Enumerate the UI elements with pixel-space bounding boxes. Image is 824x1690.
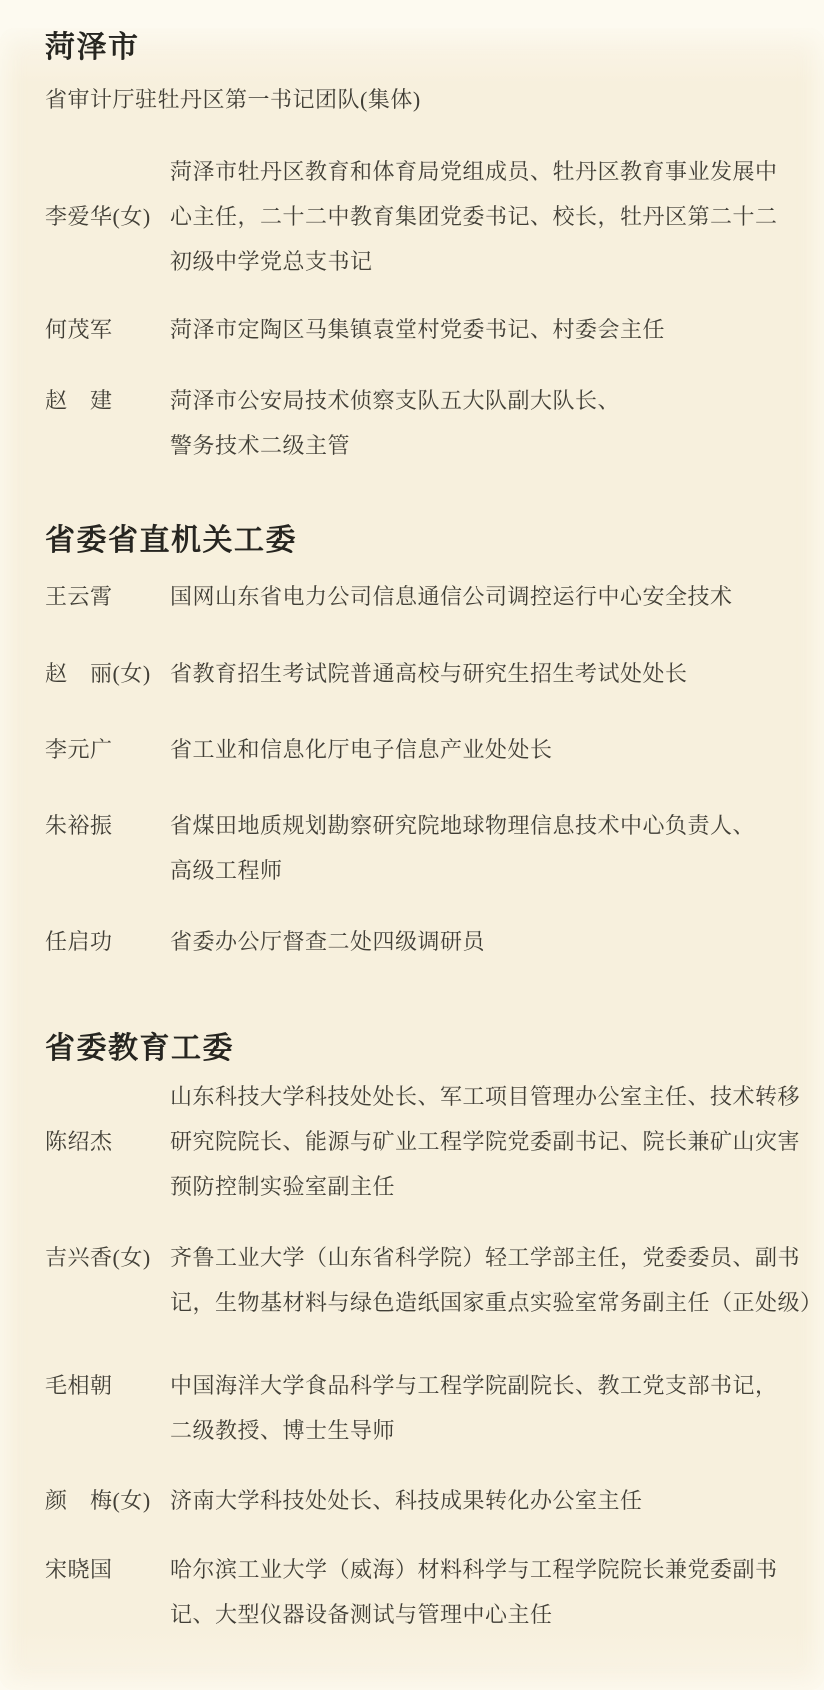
person-title — [170, 1235, 823, 1325]
person-title — [170, 574, 784, 619]
section-heading-shengwei-shengzhi: 省委省直机关工委 — [45, 524, 297, 557]
title-line: 高级工程师 — [170, 858, 283, 883]
section-heading-shengwei-jiaoyu: 省委教育工委 — [45, 1032, 234, 1065]
person-name: 吉兴香(女) — [45, 1245, 151, 1270]
person-title — [170, 803, 784, 893]
person-title — [170, 149, 784, 284]
title-line: 山东科技大学科技处处长、军工项目管理办公室主任、技术转移 — [170, 1084, 801, 1109]
title-line: 菏泽市公安局技术侦察支队五大队副大队长、 — [170, 388, 621, 413]
person-title — [170, 1074, 800, 1209]
person-name: 李爱华(女) — [45, 204, 151, 229]
person-name: 李元广 — [45, 737, 113, 762]
section-heading-heze: 菏泽市 — [45, 31, 140, 64]
person-name: 王云霄 — [45, 584, 113, 609]
title-line: 省工业和信息化厅电子信息产业处处长 — [170, 737, 553, 762]
entry-li-yuanguang — [45, 727, 784, 772]
person-title — [170, 1478, 784, 1523]
entry-li-aihua — [45, 149, 784, 284]
title-line: 警务技术二级主管 — [170, 433, 351, 458]
person-name: 陈绍杰 — [45, 1129, 113, 1154]
title-line: 哈尔滨工业大学（威海）材料科学与工程学院院长兼党委副书 — [170, 1557, 778, 1582]
person-title — [170, 727, 784, 772]
title-line: 预防控制实验室副主任 — [170, 1174, 396, 1199]
person-title — [170, 1547, 784, 1637]
person-title — [170, 1363, 784, 1453]
entry-mao-xiangchao — [45, 1363, 784, 1453]
article-page — [0, 28, 824, 1690]
title-line: 菏泽市定陶区马集镇袁堂村党委书记、村委会主任 — [170, 317, 666, 342]
person-name: 赵 建 — [45, 388, 113, 413]
person-name: 朱裕振 — [45, 813, 113, 838]
title-line: 初级中学党总支书记 — [170, 249, 373, 274]
collective-award-line: 省审计厅驻牡丹区第一书记团队(集体) — [45, 87, 421, 112]
entry-zhu-yuzhen — [45, 803, 784, 893]
entry-zhao-jian — [45, 378, 784, 468]
person-name: 任启功 — [45, 929, 113, 954]
title-line: 菏泽市牡丹区教育和体育局党组成员、牡丹区教育事业发展中 — [170, 159, 778, 184]
title-line: 心主任，二十二中教育集团党委书记、校长，牡丹区第二十二 — [170, 204, 778, 229]
title-line: 记，生物基材料与绿色造纸国家重点实验室常务副主任（正处级） — [170, 1290, 823, 1315]
entry-chen-shaojie — [45, 1074, 801, 1209]
person-name: 宋晓国 — [45, 1557, 113, 1582]
title-line: 济南大学科技处处长、科技成果转化办公室主任 — [170, 1488, 643, 1513]
person-title — [170, 919, 784, 964]
title-line: 省煤田地质规划勘察研究院地球物理信息技术中心负责人、 — [170, 813, 756, 838]
title-line: 省教育招生考试院普通高校与研究生招生考试处处长 — [170, 661, 688, 686]
person-title — [170, 378, 784, 468]
person-name: 毛相朝 — [45, 1373, 113, 1398]
person-title — [170, 651, 784, 696]
title-line: 中国海洋大学食品科学与工程学院副院长、教工党支部书记， — [170, 1373, 778, 1398]
entry-zhao-li — [45, 651, 784, 696]
entry-wang-yunxiao — [45, 574, 784, 619]
person-name: 赵 丽(女) — [45, 661, 151, 686]
entry-yan-mei — [45, 1478, 784, 1523]
entry-ren-qigong — [45, 919, 784, 964]
person-name: 何茂军 — [45, 317, 113, 342]
entry-he-maojun — [45, 307, 784, 352]
title-line: 齐鲁工业大学（山东省科学院）轻工学部主任，党委委员、副书 — [170, 1245, 801, 1270]
title-line: 二级教授、博士生导师 — [170, 1418, 396, 1443]
person-name: 颜 梅(女) — [45, 1488, 151, 1513]
entry-song-xiaoguo — [45, 1547, 784, 1637]
entry-ji-xingxiang — [45, 1235, 823, 1325]
title-line: 国网山东省电力公司信息通信公司调控运行中心安全技术 — [170, 584, 733, 609]
person-title — [170, 307, 784, 352]
title-line: 省委办公厅督查二处四级调研员 — [170, 929, 486, 954]
title-line: 研究院院长、能源与矿业工程学院党委副书记、院长兼矿山灾害 — [170, 1129, 801, 1154]
title-line: 记、大型仪器设备测试与管理中心主任 — [170, 1602, 553, 1627]
